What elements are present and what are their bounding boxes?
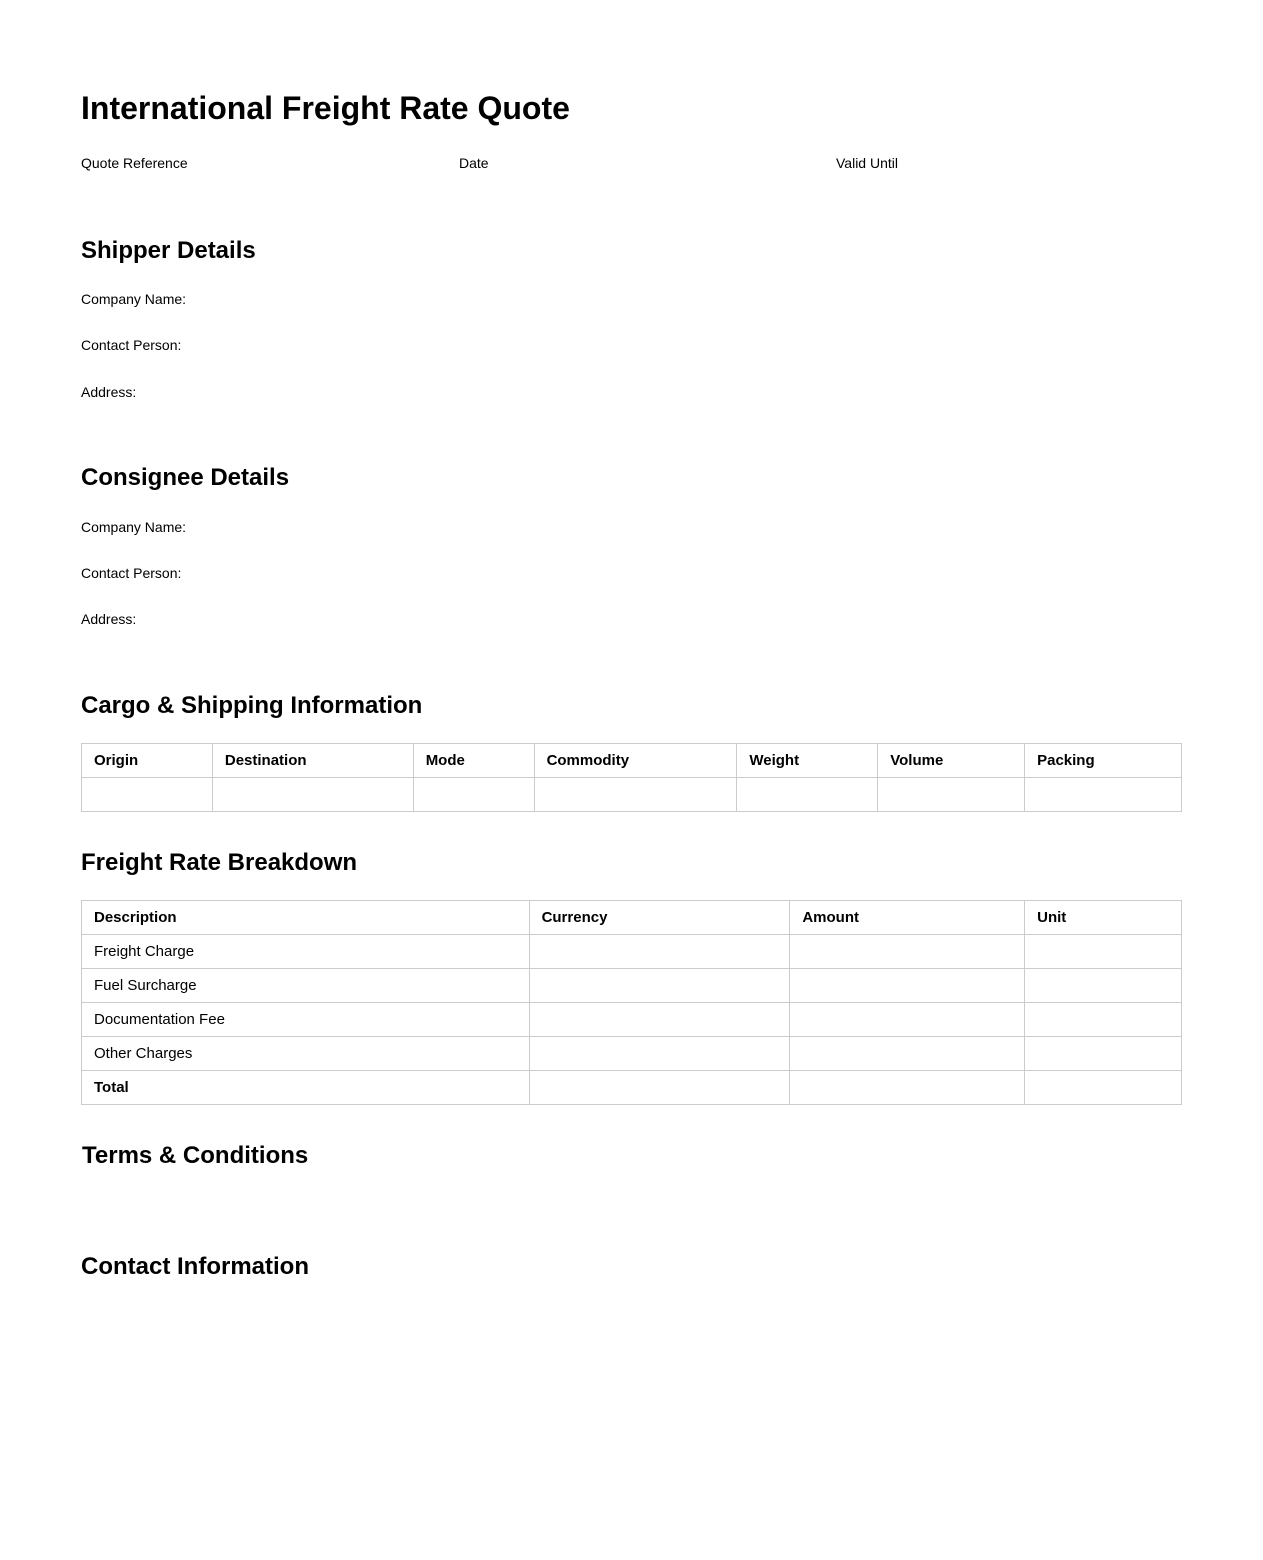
table-cell xyxy=(529,1037,790,1071)
table-cell xyxy=(212,778,413,812)
table-cell: Other Charges xyxy=(82,1037,530,1071)
table-cell xyxy=(790,1003,1025,1037)
table-cell xyxy=(1025,778,1182,812)
column-header: Origin xyxy=(82,744,213,778)
table-cell xyxy=(1025,935,1182,969)
table-cell xyxy=(790,969,1025,1003)
table-header-row xyxy=(82,744,1182,778)
table-row xyxy=(82,935,1182,969)
table-cell xyxy=(529,1071,790,1105)
contact-heading: Contact Information xyxy=(81,1253,309,1280)
table-row xyxy=(82,969,1182,1003)
consignee-heading: Consignee Details xyxy=(81,464,290,491)
column-header: Unit xyxy=(1025,901,1182,935)
quote-reference-label: Quote Reference xyxy=(81,155,188,171)
terms-heading: Terms & Conditions xyxy=(82,1142,309,1169)
table-row xyxy=(82,1003,1182,1037)
table-cell xyxy=(534,778,737,812)
shipper-company-label: Company Name: xyxy=(81,291,187,307)
rates-heading: Freight Rate Breakdown xyxy=(81,849,358,876)
table-cell xyxy=(529,969,790,1003)
table-cell xyxy=(413,778,534,812)
table-row xyxy=(82,778,1182,812)
shipper-contact-label: Contact Person: xyxy=(81,337,182,353)
column-header: Destination xyxy=(212,744,413,778)
table-header-row xyxy=(82,901,1182,935)
consignee-contact-label: Contact Person: xyxy=(81,565,182,581)
table-cell xyxy=(529,935,790,969)
column-header: Weight xyxy=(737,744,878,778)
consignee-company-label: Company Name: xyxy=(81,519,187,535)
table-cell xyxy=(1025,1003,1182,1037)
total-row xyxy=(82,1071,1182,1105)
column-header: Amount xyxy=(790,901,1025,935)
table-cell xyxy=(82,778,213,812)
table-cell xyxy=(1025,1037,1182,1071)
table-cell xyxy=(878,778,1025,812)
date-label: Date xyxy=(459,155,489,171)
rates-table xyxy=(81,900,1182,1105)
table-cell xyxy=(1025,1071,1182,1105)
cargo-heading: Cargo & Shipping Information xyxy=(81,692,423,719)
column-header: Commodity xyxy=(534,744,737,778)
valid-until-label: Valid Until xyxy=(836,155,898,171)
total-label: Total xyxy=(82,1071,530,1105)
column-header: Packing xyxy=(1025,744,1182,778)
table-cell xyxy=(1025,969,1182,1003)
table-cell xyxy=(790,935,1025,969)
table-cell: Freight Charge xyxy=(82,935,530,969)
page-title: International Freight Rate Quote xyxy=(81,90,570,126)
table-cell xyxy=(529,1003,790,1037)
table-row xyxy=(82,1037,1182,1071)
table-cell: Fuel Surcharge xyxy=(82,969,530,1003)
shipper-address-label: Address: xyxy=(81,384,137,400)
table-cell xyxy=(737,778,878,812)
column-header: Mode xyxy=(413,744,534,778)
column-header: Volume xyxy=(878,744,1025,778)
table-cell xyxy=(790,1037,1025,1071)
column-header: Currency xyxy=(529,901,790,935)
shipper-heading: Shipper Details xyxy=(81,237,256,264)
table-cell: Documentation Fee xyxy=(82,1003,530,1037)
cargo-table xyxy=(81,743,1182,812)
consignee-address-label: Address: xyxy=(81,611,137,627)
column-header: Description xyxy=(82,901,530,935)
table-cell xyxy=(790,1071,1025,1105)
